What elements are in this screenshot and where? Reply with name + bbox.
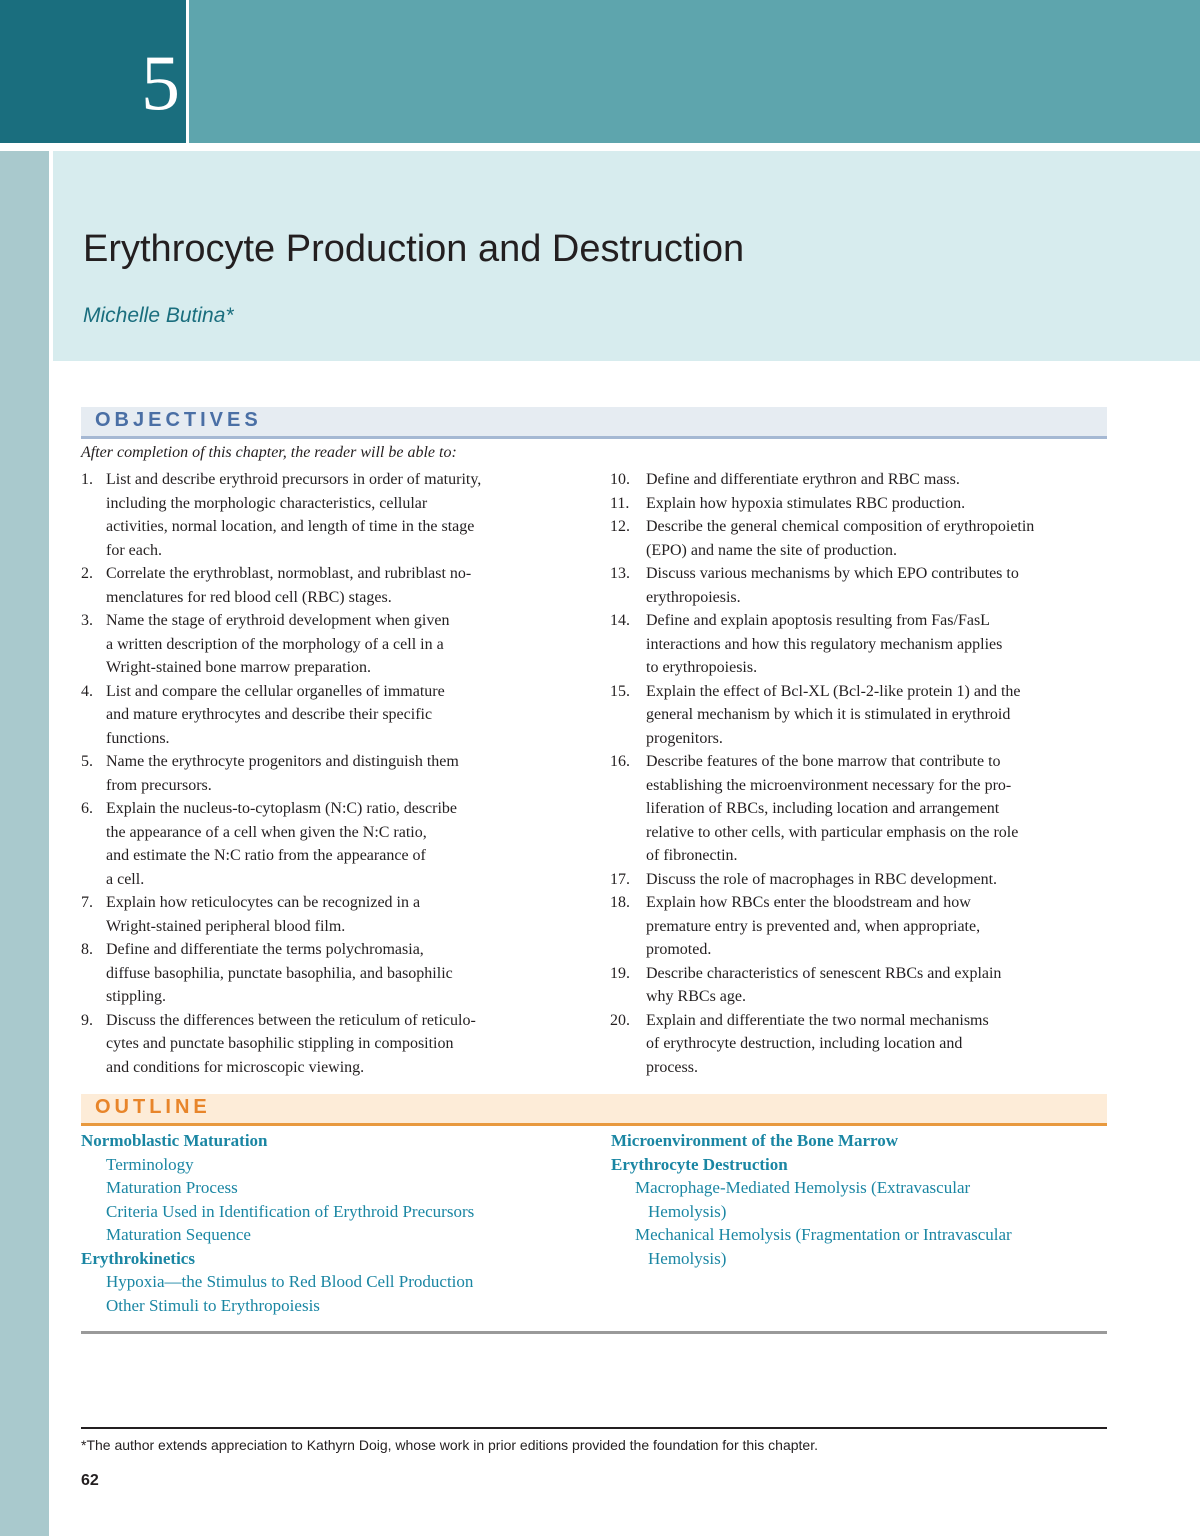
objective-item bbox=[81, 750, 581, 797]
objective-text-line: a written description of the morphology of a cell in a bbox=[106, 635, 444, 653]
objective-item bbox=[81, 1009, 581, 1080]
objective-item bbox=[610, 562, 1110, 609]
objectives-heading: OBJECTIVES bbox=[95, 409, 262, 431]
objective-text-line: erythropoiesis. bbox=[646, 588, 741, 606]
outline-subheading-link[interactable]: Criteria Used in Identification of Erythroid Precursors bbox=[106, 1201, 475, 1221]
objective-text-line: process. bbox=[646, 1058, 698, 1076]
objective-text-line: Explain the nucleus-to-cytoplasm (N:C) ratio, describe bbox=[106, 800, 458, 817]
objective-text-line: to erythropoiesis. bbox=[646, 659, 758, 676]
footnote-divider bbox=[81, 1427, 1107, 1429]
outline-heading-link[interactable]: Normoblastic Maturation bbox=[81, 1131, 268, 1150]
objective-number: 14. bbox=[610, 612, 630, 629]
objectives-list-left bbox=[81, 468, 581, 1079]
chapter-title: Erythrocyte Production and Destruction bbox=[83, 228, 745, 270]
objective-text-line: Define and differentiate the terms polychromasia, bbox=[106, 941, 424, 958]
objective-text-line: including the morphologic characteristics, cellular bbox=[106, 494, 428, 512]
outline-subheading-link[interactable]: Terminology bbox=[106, 1154, 194, 1174]
objective-text-line: of fibronectin. bbox=[646, 847, 738, 864]
objective-text-line: Correlate the erythroblast, normoblast, and rubriblast no- bbox=[106, 565, 472, 582]
objective-item bbox=[81, 468, 581, 562]
objective-number: 17. bbox=[610, 870, 630, 888]
objective-text-line: activities, normal location, and length of time in the stage bbox=[106, 518, 475, 535]
objective-number: 19. bbox=[610, 964, 630, 982]
objective-number: 16. bbox=[610, 753, 630, 770]
objective-text-line: progenitors. bbox=[646, 729, 723, 747]
outline-divider bbox=[81, 1331, 1107, 1334]
objective-text-line: Explain and differentiate the two normal mechanisms bbox=[646, 1011, 989, 1029]
outline-heading-link[interactable]: Erythrocyte Destruction bbox=[611, 1154, 788, 1174]
objectives-header bbox=[81, 407, 1107, 439]
objective-text-line: establishing the microenvironment necessary for the pro- bbox=[646, 776, 1012, 794]
objective-number: 13. bbox=[610, 565, 630, 582]
objective-number: 2. bbox=[81, 565, 93, 582]
objective-text-line: Explain how hypoxia stimulates RBC production. bbox=[646, 494, 966, 512]
objective-text-line: premature entry is prevented and, when appropriate, bbox=[646, 917, 981, 935]
objective-text-line: from precursors. bbox=[106, 776, 212, 794]
objective-text-line: why RBCs age. bbox=[646, 988, 746, 1005]
objective-item bbox=[610, 962, 1110, 1009]
chapter-number: 5 bbox=[141, 39, 180, 126]
title-panel bbox=[53, 151, 1200, 361]
side-strip bbox=[0, 151, 49, 1536]
objective-text-line: Discuss the role of macrophages in RBC development. bbox=[646, 870, 998, 888]
objective-item bbox=[610, 468, 1110, 492]
objective-text-line: Discuss the differences between the reticulum of reticulo- bbox=[106, 1011, 476, 1029]
objective-item bbox=[610, 868, 1110, 892]
objective-text-line: a cell. bbox=[106, 870, 145, 888]
objective-text-line: of erythrocyte destruction, including location and bbox=[646, 1035, 963, 1052]
objective-item bbox=[610, 1009, 1110, 1080]
objective-item bbox=[81, 562, 581, 609]
objective-number: 7. bbox=[81, 894, 93, 911]
outline-subheading-link[interactable]: Hemolysis) bbox=[648, 1248, 727, 1268]
chapter-author: Michelle Butina* bbox=[83, 304, 234, 327]
outline-subheading-link[interactable]: Maturation Sequence bbox=[106, 1225, 251, 1244]
outline-subheading-link[interactable]: Mechanical Hemolysis (Fragmentation or Intravascular bbox=[635, 1225, 1012, 1244]
outline-heading-link[interactable]: Microenvironment of the Bone Marrow bbox=[611, 1131, 899, 1150]
objective-text-line: Define and differentiate erythron and RBC mass. bbox=[646, 471, 960, 488]
objective-text-line: the appearance of a cell when given the N:C ratio, bbox=[106, 823, 427, 841]
objective-text-line: menclatures for red blood cell (RBC) stages. bbox=[106, 588, 392, 606]
objective-text-line: cytes and punctate basophilic stippling in composition bbox=[106, 1035, 454, 1052]
objective-text-line: Explain the effect of Bcl-XL (Bcl-2-like protein 1) and the bbox=[646, 682, 1021, 700]
outline-subheading-link[interactable]: Macrophage-Mediated Hemolysis (Extravascular bbox=[635, 1178, 971, 1197]
outline-list-left bbox=[81, 1129, 591, 1317]
objective-text-line: (EPO) and name the site of production. bbox=[646, 541, 898, 559]
outline-header bbox=[81, 1094, 1107, 1126]
objective-text-line: general mechanism by which it is stimulated in erythroid bbox=[646, 706, 1011, 723]
header-divider bbox=[0, 143, 1200, 151]
objective-text-line: promoted. bbox=[646, 941, 712, 958]
objective-text-line: Wright-stained bone marrow preparation. bbox=[106, 659, 372, 676]
outline-subheading-link[interactable]: Other Stimuli to Erythropoiesis bbox=[106, 1295, 320, 1315]
objective-text-line: List and describe erythroid precursors in order of maturity, bbox=[106, 471, 482, 488]
objective-text-line: Define and explain apoptosis resulting from Fas/FasL bbox=[646, 612, 990, 629]
objective-item bbox=[81, 609, 581, 680]
objectives-intro: After completion of this chapter, the reader will be able to: bbox=[81, 444, 457, 461]
objective-number: 6. bbox=[81, 800, 93, 817]
objective-number: 10. bbox=[610, 471, 630, 488]
objective-item bbox=[610, 680, 1110, 751]
objective-number: 9. bbox=[81, 1011, 93, 1029]
objective-text-line: and mature erythrocytes and describe their specific bbox=[106, 706, 433, 723]
objective-text-line: Name the erythrocyte progenitors and distinguish them bbox=[106, 753, 459, 770]
objective-text-line: Describe the general chemical composition of erythropoietin bbox=[646, 518, 1035, 535]
outline-heading: OUTLINE bbox=[95, 1096, 211, 1118]
objective-item bbox=[81, 680, 581, 751]
objective-number: 20. bbox=[610, 1011, 630, 1029]
objective-text-line: diffuse basophilia, punctate basophilia, and basophilic bbox=[106, 964, 453, 982]
objective-number: 1. bbox=[81, 471, 93, 488]
objective-number: 11. bbox=[610, 494, 630, 512]
objective-number: 18. bbox=[610, 894, 630, 911]
objective-number: 5. bbox=[81, 753, 93, 770]
objective-text-line: Explain how reticulocytes can be recognized in a bbox=[106, 894, 421, 911]
objective-number: 15. bbox=[610, 682, 630, 700]
objective-text-line: List and compare the cellular organelles of immature bbox=[106, 682, 445, 700]
objective-text-line: Discuss various mechanisms by which EPO contributes to bbox=[646, 565, 1019, 582]
objective-text-line: relative to other cells, with particular emphasis on the role bbox=[646, 823, 1019, 841]
objective-number: 4. bbox=[81, 682, 93, 700]
objective-text-line: functions. bbox=[106, 729, 170, 747]
outline-subheading-link[interactable]: Hypoxia—the Stimulus to Red Blood Cell Production bbox=[106, 1272, 474, 1291]
objective-text-line: for each. bbox=[106, 541, 162, 559]
objective-item bbox=[610, 609, 1110, 680]
outline-list-right bbox=[611, 1129, 1111, 1270]
objective-item bbox=[610, 891, 1110, 962]
objective-text-line: Explain how RBCs enter the bloodstream and how bbox=[646, 894, 971, 911]
outline-subheading-link[interactable]: Maturation Process bbox=[106, 1178, 238, 1197]
objectives-list-right bbox=[610, 468, 1110, 1079]
chapter-number-box bbox=[0, 0, 189, 143]
objective-text-line: interactions and how this regulatory mechanism applies bbox=[646, 635, 1003, 653]
objective-text-line: Describe features of the bone marrow that contribute to bbox=[646, 753, 1001, 770]
objective-item bbox=[81, 938, 581, 1009]
objective-text-line: liferation of RBCs, including location and arrangement bbox=[646, 800, 1000, 817]
objective-item bbox=[610, 515, 1110, 562]
objective-number: 8. bbox=[81, 941, 93, 958]
objective-number: 12. bbox=[610, 518, 630, 535]
objective-number: 3. bbox=[81, 612, 93, 629]
objective-item bbox=[81, 797, 581, 891]
objective-item bbox=[610, 750, 1110, 868]
objective-item bbox=[610, 492, 1110, 516]
objective-text-line: and estimate the N:C ratio from the appearance of bbox=[106, 847, 426, 864]
objective-text-line: Describe characteristics of senescent RBCs and explain bbox=[646, 964, 1002, 982]
objective-text-line: Wright-stained peripheral blood film. bbox=[106, 917, 346, 935]
objective-text-line: and conditions for microscopic viewing. bbox=[106, 1058, 365, 1076]
objective-text-line: Name the stage of erythroid development when given bbox=[106, 612, 450, 629]
page-number: 62 bbox=[81, 1472, 99, 1489]
objective-text-line: stippling. bbox=[106, 988, 167, 1005]
footnote: *The author extends appreciation to Kathyrn Doig, whose work in prior editions provided the foundation for this chapter. bbox=[81, 1437, 818, 1453]
outline-heading-link[interactable]: Erythrokinetics bbox=[81, 1248, 195, 1268]
objective-item bbox=[81, 891, 581, 938]
outline-subheading-link[interactable]: Hemolysis) bbox=[648, 1201, 727, 1221]
